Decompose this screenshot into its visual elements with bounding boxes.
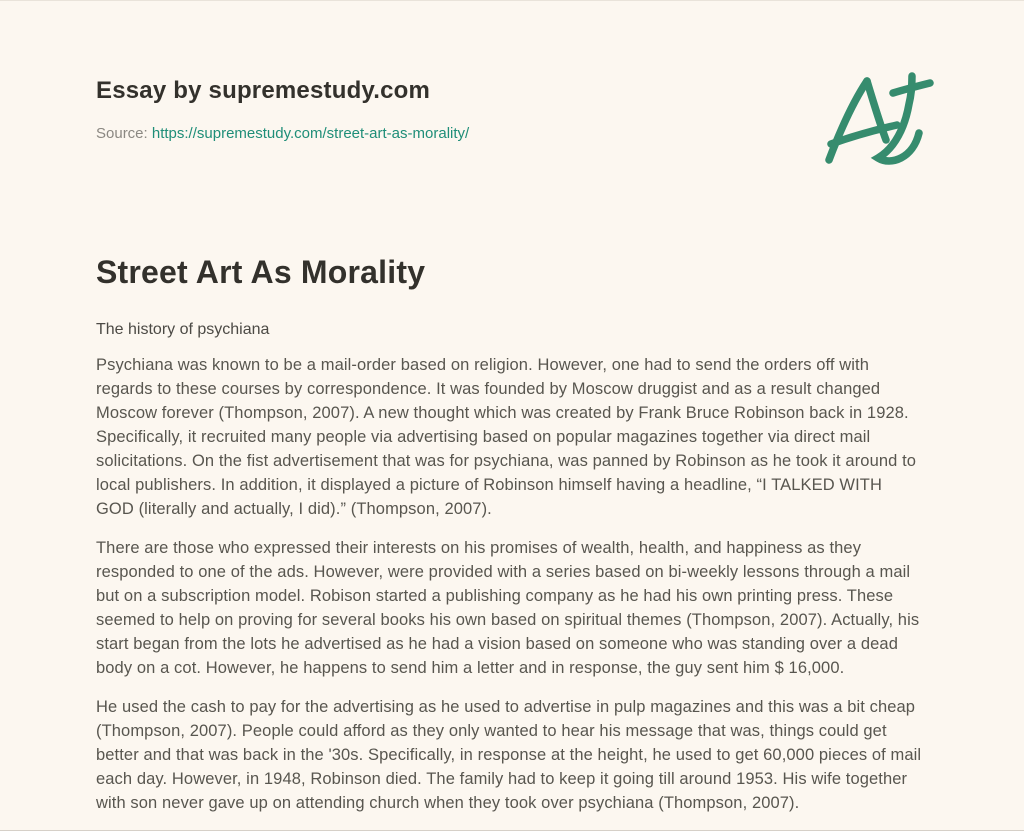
source-label: Source: xyxy=(96,125,148,142)
essay-title: Street Art As Morality xyxy=(96,254,426,290)
essay-subtitle: The history of psychiana xyxy=(96,321,270,338)
a-plus-logo-icon xyxy=(822,69,934,165)
header xyxy=(96,77,924,142)
essay-provider-title: Essay by supremestudy.com xyxy=(96,77,431,104)
source-link[interactable]: https://supremestudy.com/street-art-as-morality/ xyxy=(151,125,470,142)
essay-paragraph: He used the cash to pay for the advertising as he used to advertise in pulp magazines and this was a bit cheap (Thompson, 2007). People could afford as they only wanted to hear his message that was, things could get better and that was back in the '30s. Specifically, in response at the height, he used to get 60,000 pieces of mail each day. However, in 1948, Robinson died. The family had to keep it going till around 1953. His wife together with son never gave up on attending church when they took over psychiana (Thompson, 2007). xyxy=(96,698,922,812)
essay-paragraph: There are those who expressed their interests on his promises of wealth, health, and happiness as they responded to one of the ads. However, were provided with a series based on bi-weekly lessons through a mail but on a subscription model. Robison started a publishing company as he had his own printing press. These seemed to help on proving for several books his own based on spiritual themes (Thompson, 2007). Actually, his start began from the lots he advertised as he had a vision based on someone who was standing over a dead body on a cot. However, he happens to send him a letter and in response, the guy sent him $ 16,000. xyxy=(96,539,920,677)
source-line xyxy=(96,125,924,142)
essay-paragraph: Psychiana was known to be a mail-order based on religion. However, one had to send the orders off with regards to these courses by correspondence. It was founded by Moscow druggist and as a result changed Moscow forever (Thompson, 2007). A new thought which was created by Frank Bruce Robinson back in 1928. Specifically, it recruited many people via advertising based on popular magazines together via direct mail solicitations. On the fist advertisement that was for psychiana, was panned by Robinson as he took it around to local publishers. In addition, it displayed a picture of Robinson himself having a headline, “I TALKED WITH GOD (literally and actually, I did).” (Thompson, 2007). xyxy=(96,356,917,518)
essay-body xyxy=(96,353,924,815)
